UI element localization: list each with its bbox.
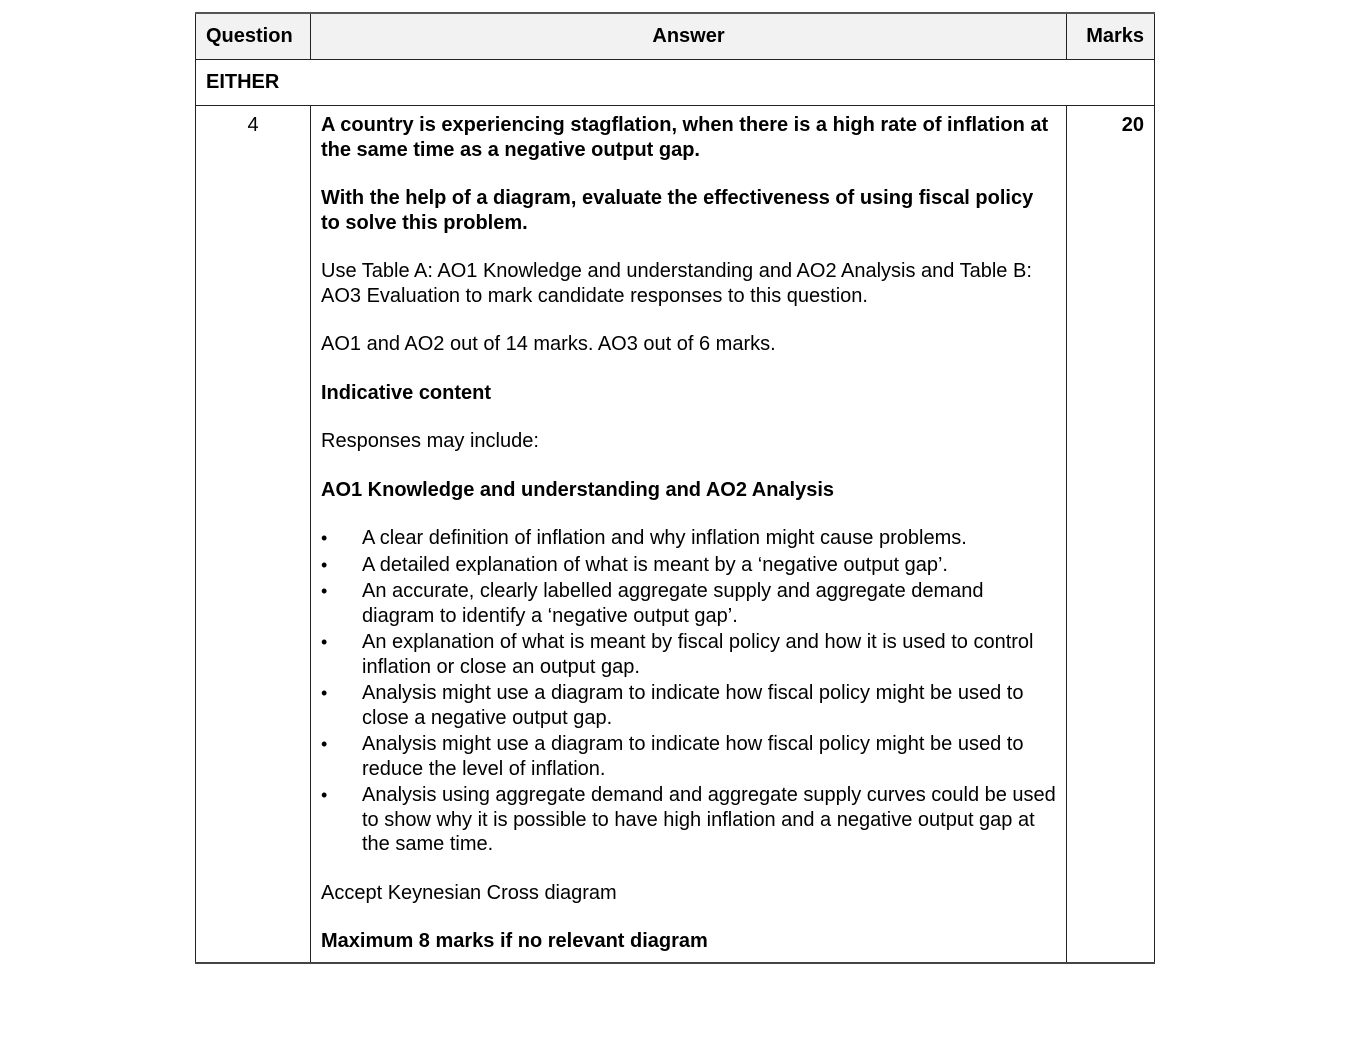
bullet-text: Analysis might use a diagram to indicate how fiscal policy might be used to reduce the level of inflation. [362,733,1024,780]
header-answer: Answer [311,13,1067,60]
bullet-icon: • [321,632,328,652]
bullet-icon: • [321,554,328,575]
indicative-heading: Indicative content [321,381,492,404]
list-item [321,732,1056,781]
section-label: EITHER [196,60,1155,106]
header-marks: Marks [1067,13,1155,60]
indicative-bullet-list [321,526,1056,857]
bullet-text: Analysis using aggregate demand and aggregate supply curves could be used to show why it is possible to have high inflation and a negative output gap at the same time. [362,784,1056,855]
header-row [196,13,1155,60]
prompt-paragraph: With the help of a diagram, evaluate the effectiveness of using fiscal policy to solve this problem. [321,187,1034,234]
section-row [196,60,1155,106]
list-item [321,681,1056,730]
answer-cell [311,106,1067,963]
max-marks-note: Maximum 8 marks if no relevant diagram [321,930,708,952]
ao-heading: AO1 Knowledge and understanding and AO2 Analysis [321,478,835,501]
bullet-icon: • [321,581,328,601]
bullet-text: An explanation of what is meant by fiscal policy and how it is used to control inflation or close an output gap. [362,631,1034,678]
list-item [321,553,1056,578]
list-item [321,579,1056,628]
bullet-text: An accurate, clearly labelled aggregate supply and aggregate demand diagram to identify a ‘negative output gap’. [362,580,984,627]
list-item [321,630,1056,679]
bullet-text: A detailed explanation of what is meant by a ‘negative output gap’. [362,553,948,576]
marks-value: 20 [1067,106,1155,963]
responses-intro: Responses may include: [321,430,539,452]
question-number: 4 [196,106,311,963]
question-row [196,106,1155,963]
list-item [321,526,1056,551]
bullet-text: Analysis might use a diagram to indicate how fiscal policy might be used to close a negative output gap. [362,682,1024,729]
keynesian-note: Accept Keynesian Cross diagram [321,881,617,904]
instructions-paragraph: AO1 and AO2 out of 14 marks. AO3 out of 6 marks. [321,333,776,355]
mark-scheme-table [195,12,1155,964]
list-item [321,783,1056,857]
prompt-paragraph: A country is experiencing stagflation, when there is a high rate of inflation at the same time as a negative output gap. [321,114,1049,161]
header-question: Question [196,13,311,60]
bullet-text: A clear definition of inflation and why inflation might cause problems. [362,527,967,549]
bullet-icon: • [321,734,328,754]
bullet-icon: • [321,785,328,805]
instructions-paragraph: Use Table A: AO1 Knowledge and understanding and AO2 Analysis and Table B: AO3 Evaluation to mark candidate responses to this question. [321,260,1032,307]
bullet-icon: • [321,683,328,703]
bullet-icon: • [321,528,328,548]
